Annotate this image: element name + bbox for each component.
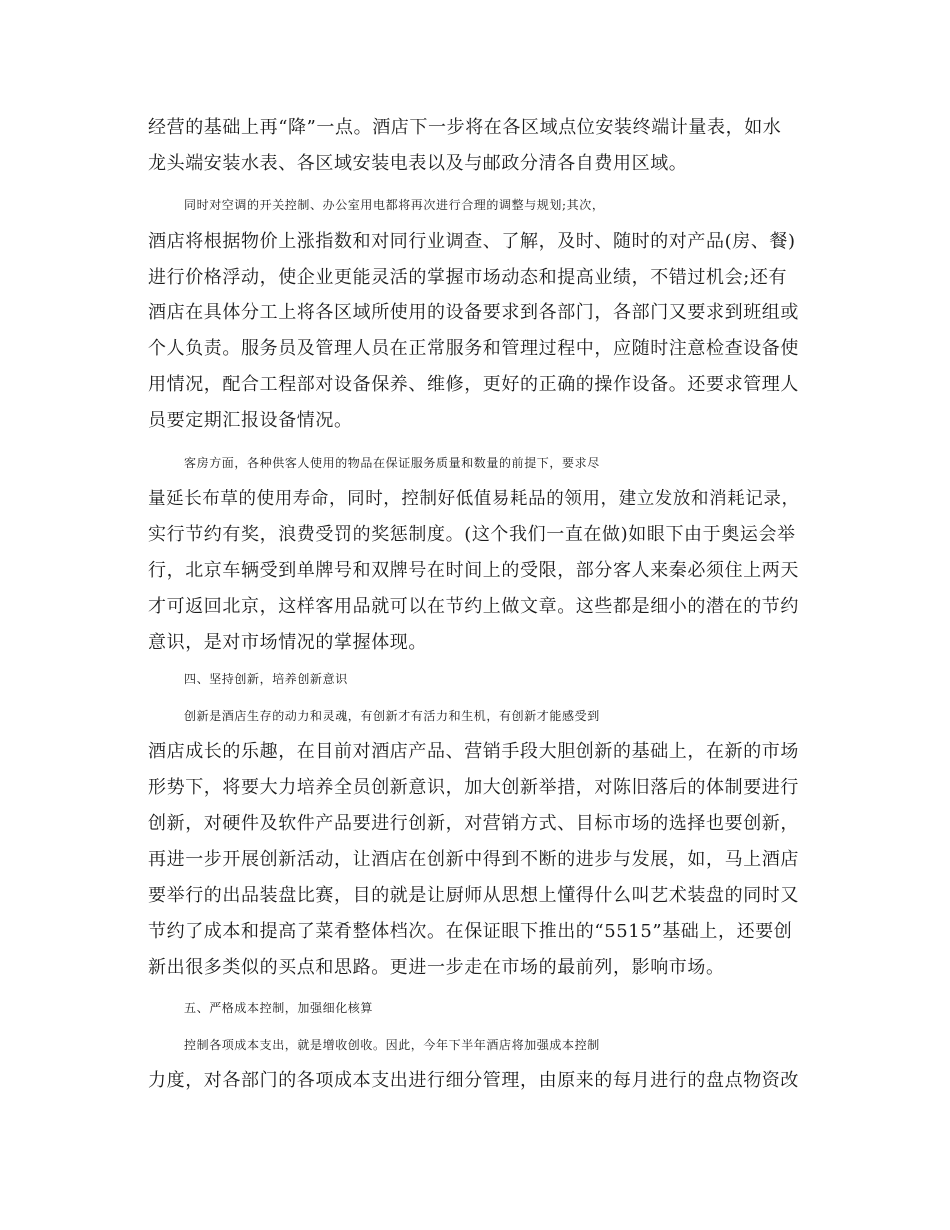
text-line: 再进一步开展创新活动，让酒店在创新中得到不断的进步与发展，如，马上酒店	[148, 849, 799, 870]
text-line: 控制各项成本支出，就是增收创收。因此，今年下半年酒店将加强成本控制	[184, 1038, 600, 1052]
text-line: 形势下，将要大力培养全员创新意识，加大创新举措，对陈旧落后的体制要进行	[148, 777, 799, 798]
text-line: 新出很多类似的买点和思路。更进一步走在市场的最前列，影响市场。	[148, 957, 725, 978]
text-line: 龙头端安装水表、各区域安装电表以及与邮政分清各自费用区域。	[148, 153, 688, 174]
text-line: 经营的基础上再“降”一点。酒店下一步将在各区域点位安装终端计量表，如水	[148, 117, 782, 138]
section-heading: 四、坚持创新，培养创新意识	[184, 672, 348, 686]
text-line: 意识，是对市场情况的掌握体现。	[148, 632, 427, 653]
text-line: 个人负责。服务员及管理人员在正常服务和管理过程中，应随时注意检查设备使	[148, 338, 799, 359]
text-line: 量延长布草的使用寿命，同时，控制好低值易耗品的领用，建立发放和消耗记录，	[148, 489, 800, 509]
text-line: 才可返回北京，这样客用品就可以在节约上做文章。这些都是细小的潜在的节约	[148, 596, 799, 617]
text-line: 创新，对硬件及软件产品要进行创新，对营销方式、目标市场的选择也要创新，	[148, 813, 799, 834]
text-line: 实行节约有奖，浪费受罚的奖惩制度。(这个我们一直在做)如眼下由于奥运会举	[148, 524, 796, 545]
text-line: 力度，对各部门的各项成本支出进行细分管理，由原来的每月进行的盘点物资改	[148, 1070, 799, 1091]
text-line: 酒店成长的乐趣，在目前对酒店产品、营销手段大胆创新的基础上，在新的市场	[148, 741, 799, 762]
text-line: 行，北京车辆受到单牌号和双牌号在时间上的受限，部分客人来秦必须住上两天	[148, 560, 799, 581]
section-heading: 五、严格成本控制，加强细化核算	[184, 1001, 374, 1015]
text-line: 创新是酒店生存的动力和灵魂，有创新才有活力和生机，有创新才能感受到	[184, 709, 600, 723]
text-line: 进行价格浮动，使企业更能灵活的掌握市场动态和提高业绩，不错过机会;还有	[148, 267, 788, 288]
text-line: 用情况，配合工程部对设备保养、维修，更好的正确的操作设备。还要求管理人	[148, 374, 799, 395]
text-line: 同时对空调的开关控制、办公室用电都将再次进行合理的调整与规划;其次，	[184, 198, 605, 212]
text-line: 客房方面，各种供客人使用的物品在保证服务质量和数量的前提下，要求尽	[184, 456, 600, 470]
text-line: 节约了成本和提高了菜肴整体档次。在保证眼下推出的“5515”基础上，还要创	[148, 921, 793, 942]
text-line: 酒店将根据物价上涨指数和对同行业调查、了解，及时、随时的对产品(房、餐)	[148, 231, 796, 252]
text-line: 要举行的出品装盘比赛，目的就是让厨师从思想上懂得什么叫艺术装盘的同时又	[148, 885, 799, 906]
text-line: 员要定期汇报设备情况。	[148, 410, 353, 431]
text-line: 酒店在具体分工上将各区域所使用的设备要求到各部门，各部门又要求到班组或	[148, 302, 799, 323]
